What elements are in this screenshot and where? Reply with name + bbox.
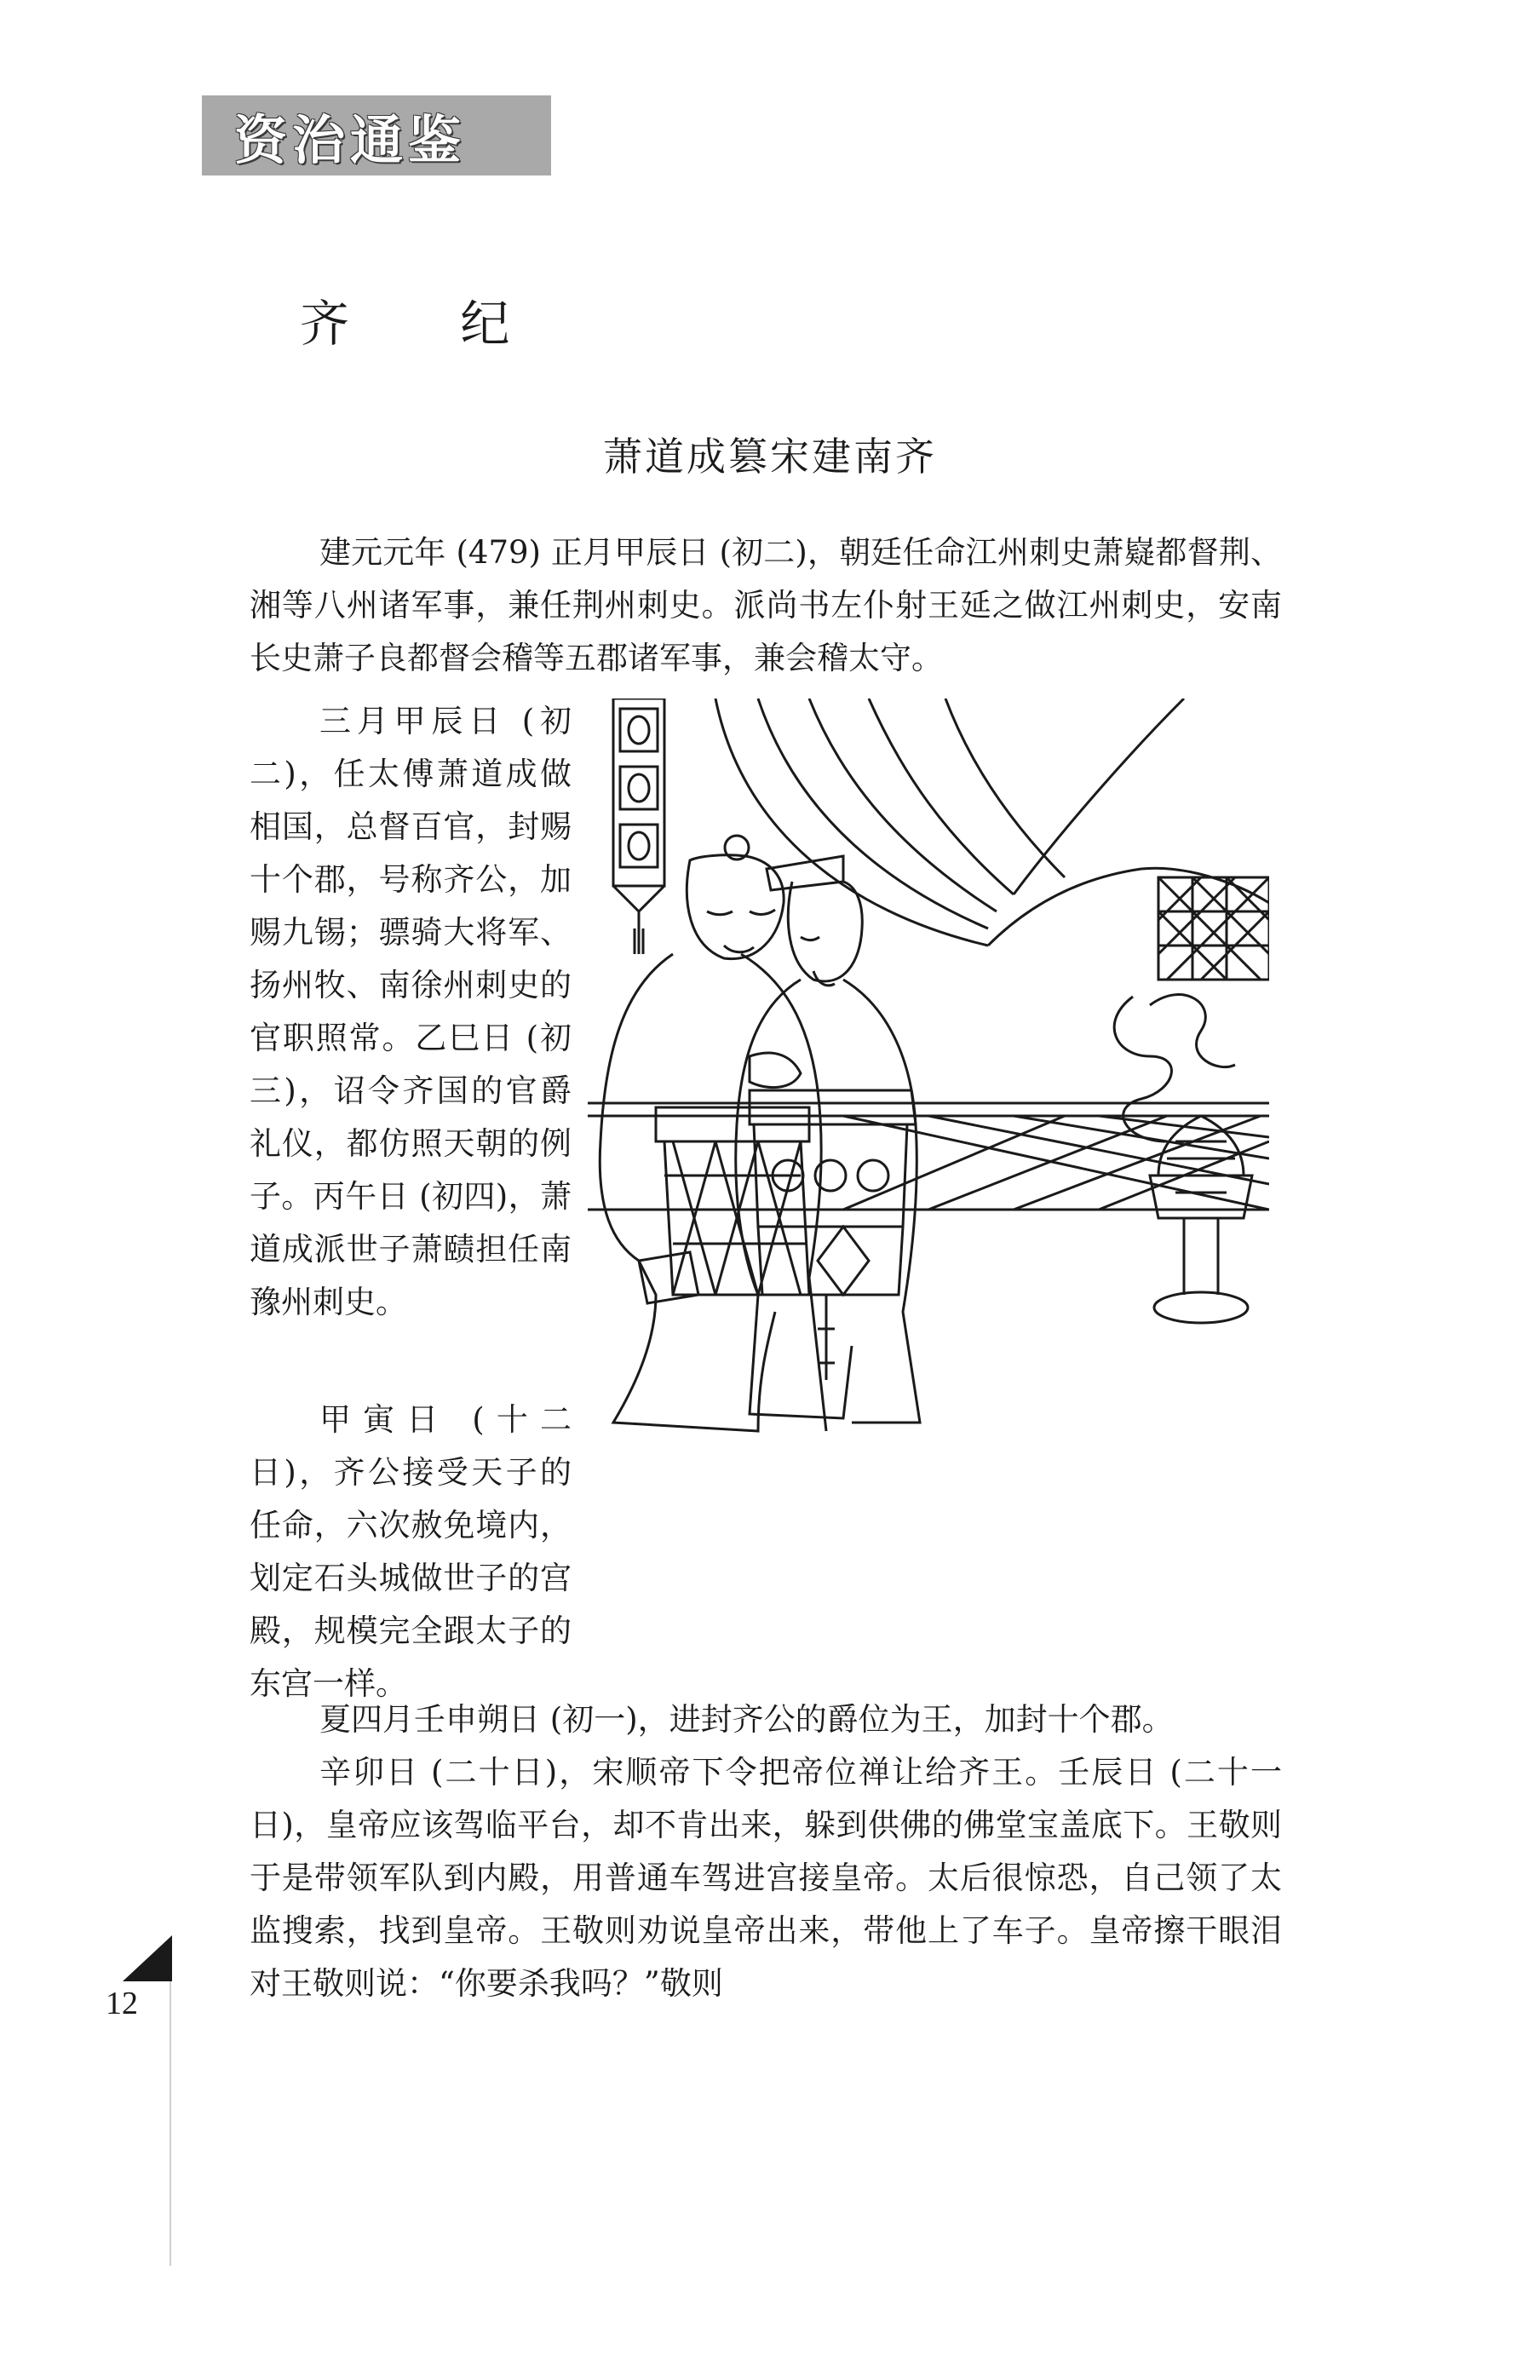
page-corner-triangle <box>123 1935 172 1981</box>
lattice-window <box>1158 877 1269 980</box>
section-title: 齐 纪 <box>300 295 558 353</box>
official-figure-left <box>600 836 826 1431</box>
page-number: 12 <box>106 1986 138 2021</box>
hanging-banner-icon <box>613 698 664 954</box>
balustrade <box>588 1103 1269 1210</box>
article-title: 萧道成篡宋建南齐 <box>603 434 937 480</box>
paragraph-2: 三月甲辰日 (初二)，任太傅萧道成做相国，总督百官，封赐十个郡，号称齐公，加赐九锡；骠骑大将军、扬州牧、南徐州刺史的官职照常。乙巳日 (初三)，诏令齐国的官爵礼仪，都仿照天朝的例子。丙午日 (初四)，萧道成派世子萧赜担任南豫州刺史。 <box>250 703 572 1320</box>
paragraph-1: 建元元年 (479) 正月甲辰日 (初二)，朝廷任命江州刺史萧嶷都督荆、湘等八州诸军事，兼任荆州刺史。派尚书左仆射王延之做江州刺史，安南长史萧子良都督会稽等五郡诸军事，兼会稽太守。 <box>250 534 1282 676</box>
paragraph-3: 甲寅日 (十二日)，齐公接受天子的任命，六次赦免境内，划定石头城做世子的宫殿，规模完全跟太子的东宫一样。 <box>250 1401 572 1702</box>
book-title: 资治通鉴 <box>234 108 467 171</box>
official-figure-right <box>736 856 920 1423</box>
curtain-drape <box>715 698 1269 946</box>
court-officials-illustration <box>588 698 1269 1508</box>
margin-rule <box>170 1981 171 2266</box>
paragraph-4: 夏四月壬申朔日 (初一)，进封齐公的爵位为王，加封十个郡。 <box>319 1701 1174 1738</box>
book-title-banner <box>202 95 551 175</box>
paragraph-5: 辛卯日 (二十日)，宋顺帝下令把帝位禅让给齐王。壬辰日 (二十一日)，皇帝应该驾临平台，却不肯出来，躲到供佛的佛堂宝盖底下。王敬则于是带领军队到内殿，用普通车驾进宫接皇帝。太后很惊恐，自己领了太监搜索，找到皇帝。王敬则劝说皇帝出来，带他上了车子。皇帝擦干眼泪对王敬则说：“你要杀我吗？”敬则 <box>250 1754 1282 2002</box>
